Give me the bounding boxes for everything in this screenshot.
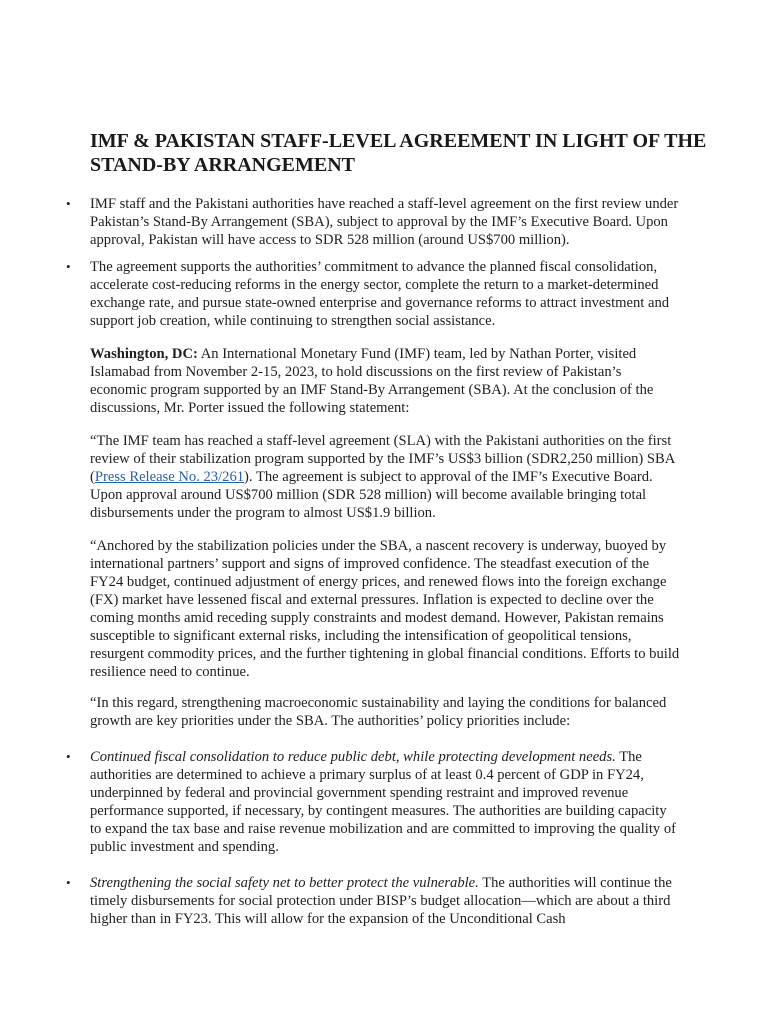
priority1-heading: Continued fiscal consolidation to reduce public debt, while protecting development needs. bbox=[90, 749, 616, 765]
intro-paragraph bbox=[90, 345, 680, 417]
priority-bullet-1 bbox=[90, 748, 680, 856]
press-release-link[interactable]: Press Release No. 23/261 bbox=[94, 469, 245, 485]
quote-paragraph-1 bbox=[90, 432, 680, 522]
quote1-text-before: “The IMF team has reached a staff-level agreement (SLA) with the Pakistani authorities on the first review of their stabilization program supported by the IMF’s US$3 billion (SDR2,250 million) SBA ( bbox=[90, 433, 675, 485]
summary-bullet-1: IMF staff and the Pakistani authorities have reached a staff-level agreement on the first review under Pakistan’s Stand-By Arrangement (SBA), subject to approval by the IMF’s Executive Board. Upon approval, Pakistan will have access to SDR 528 million (around US$700 million). bbox=[90, 196, 679, 248]
bullet-marker: • bbox=[66, 196, 71, 211]
quote-paragraph-2: “Anchored by the stabilization policies under the SBA, a nascent recovery is underway, buoyed by international partners’ support and signs of improved confidence. The steadfast execution of the FY24 budget, continued adjustment of energy prices, and renewed flows into the foreign exchange (FX) market have lessened fiscal and external pressures. Inflation is expected to decline over the coming months amid receding supply constraints and modest demand. However, Pakistan remains susceptible to significant external risks, including the intensification of geopolitical tensions, resurgent commodity prices, and the further tightening in global financial conditions. Efforts to build resilience need to continue. bbox=[90, 538, 680, 680]
quote1-text-after: ). The agreement is subject to approval of the IMF’s Executive Board. Upon approval around US$700 million (SDR 528 million) will become available bringing total disbursements under the program to almost US$1.9 billion. bbox=[90, 469, 653, 521]
bullet-marker: • bbox=[66, 875, 71, 890]
intro-text: An International Monetary Fund (IMF) team, led by Nathan Porter, visited Islamabad from November 2-15, 2023, to hold discussions on the first review of Pakistan’s economic program supported by an IMF Stand-By Arrangement (SBA). At the conclusion of the discussions, Mr. Porter issued the following statement: bbox=[90, 346, 654, 416]
dateline: Washington, DC: bbox=[90, 346, 198, 362]
document-title: IMF & PAKISTAN STAFF-LEVEL AGREEMENT IN LIGHT OF THE STAND-BY ARRANGEMENT bbox=[90, 130, 707, 176]
quote-paragraph-3: “In this regard, strengthening macroeconomic sustainability and laying the conditions for balanced growth are key priorities under the SBA. The authorities’ policy priorities include: bbox=[90, 695, 667, 729]
priority-bullet-2 bbox=[90, 874, 680, 928]
priority1-body: The authorities are determined to achieve a primary surplus of at least 0.4 percent of GDP in FY24, underpinned by federal and provincial government spending restraint and improved revenue performance supported, if necessary, by contingent measures. The authorities are building capacity to expand the tax base and raise revenue mobilization and are committed to improving the quality of public investment and spending. bbox=[90, 749, 677, 855]
priority2-heading: Strengthening the social safety net to better protect the vulnerable. bbox=[90, 875, 479, 891]
bullet-marker: • bbox=[66, 259, 71, 274]
summary-bullet-2: The agreement supports the authorities’ commitment to advance the planned fiscal consolidation, accelerate cost-reducing reforms in the energy sector, complete the return to a market-determined exchange rate, and pursue state-owned enterprise and governance reforms to attract investment and support job creation, while continuing to strengthen social assistance. bbox=[90, 259, 670, 329]
priority2-body: The authorities will continue the timely disbursements for social protection under BISP’s budget allocation—which are about a third higher than in FY23. This will allow for the expansion of the Unconditional Cash bbox=[90, 875, 672, 927]
bullet-marker: • bbox=[66, 749, 71, 764]
